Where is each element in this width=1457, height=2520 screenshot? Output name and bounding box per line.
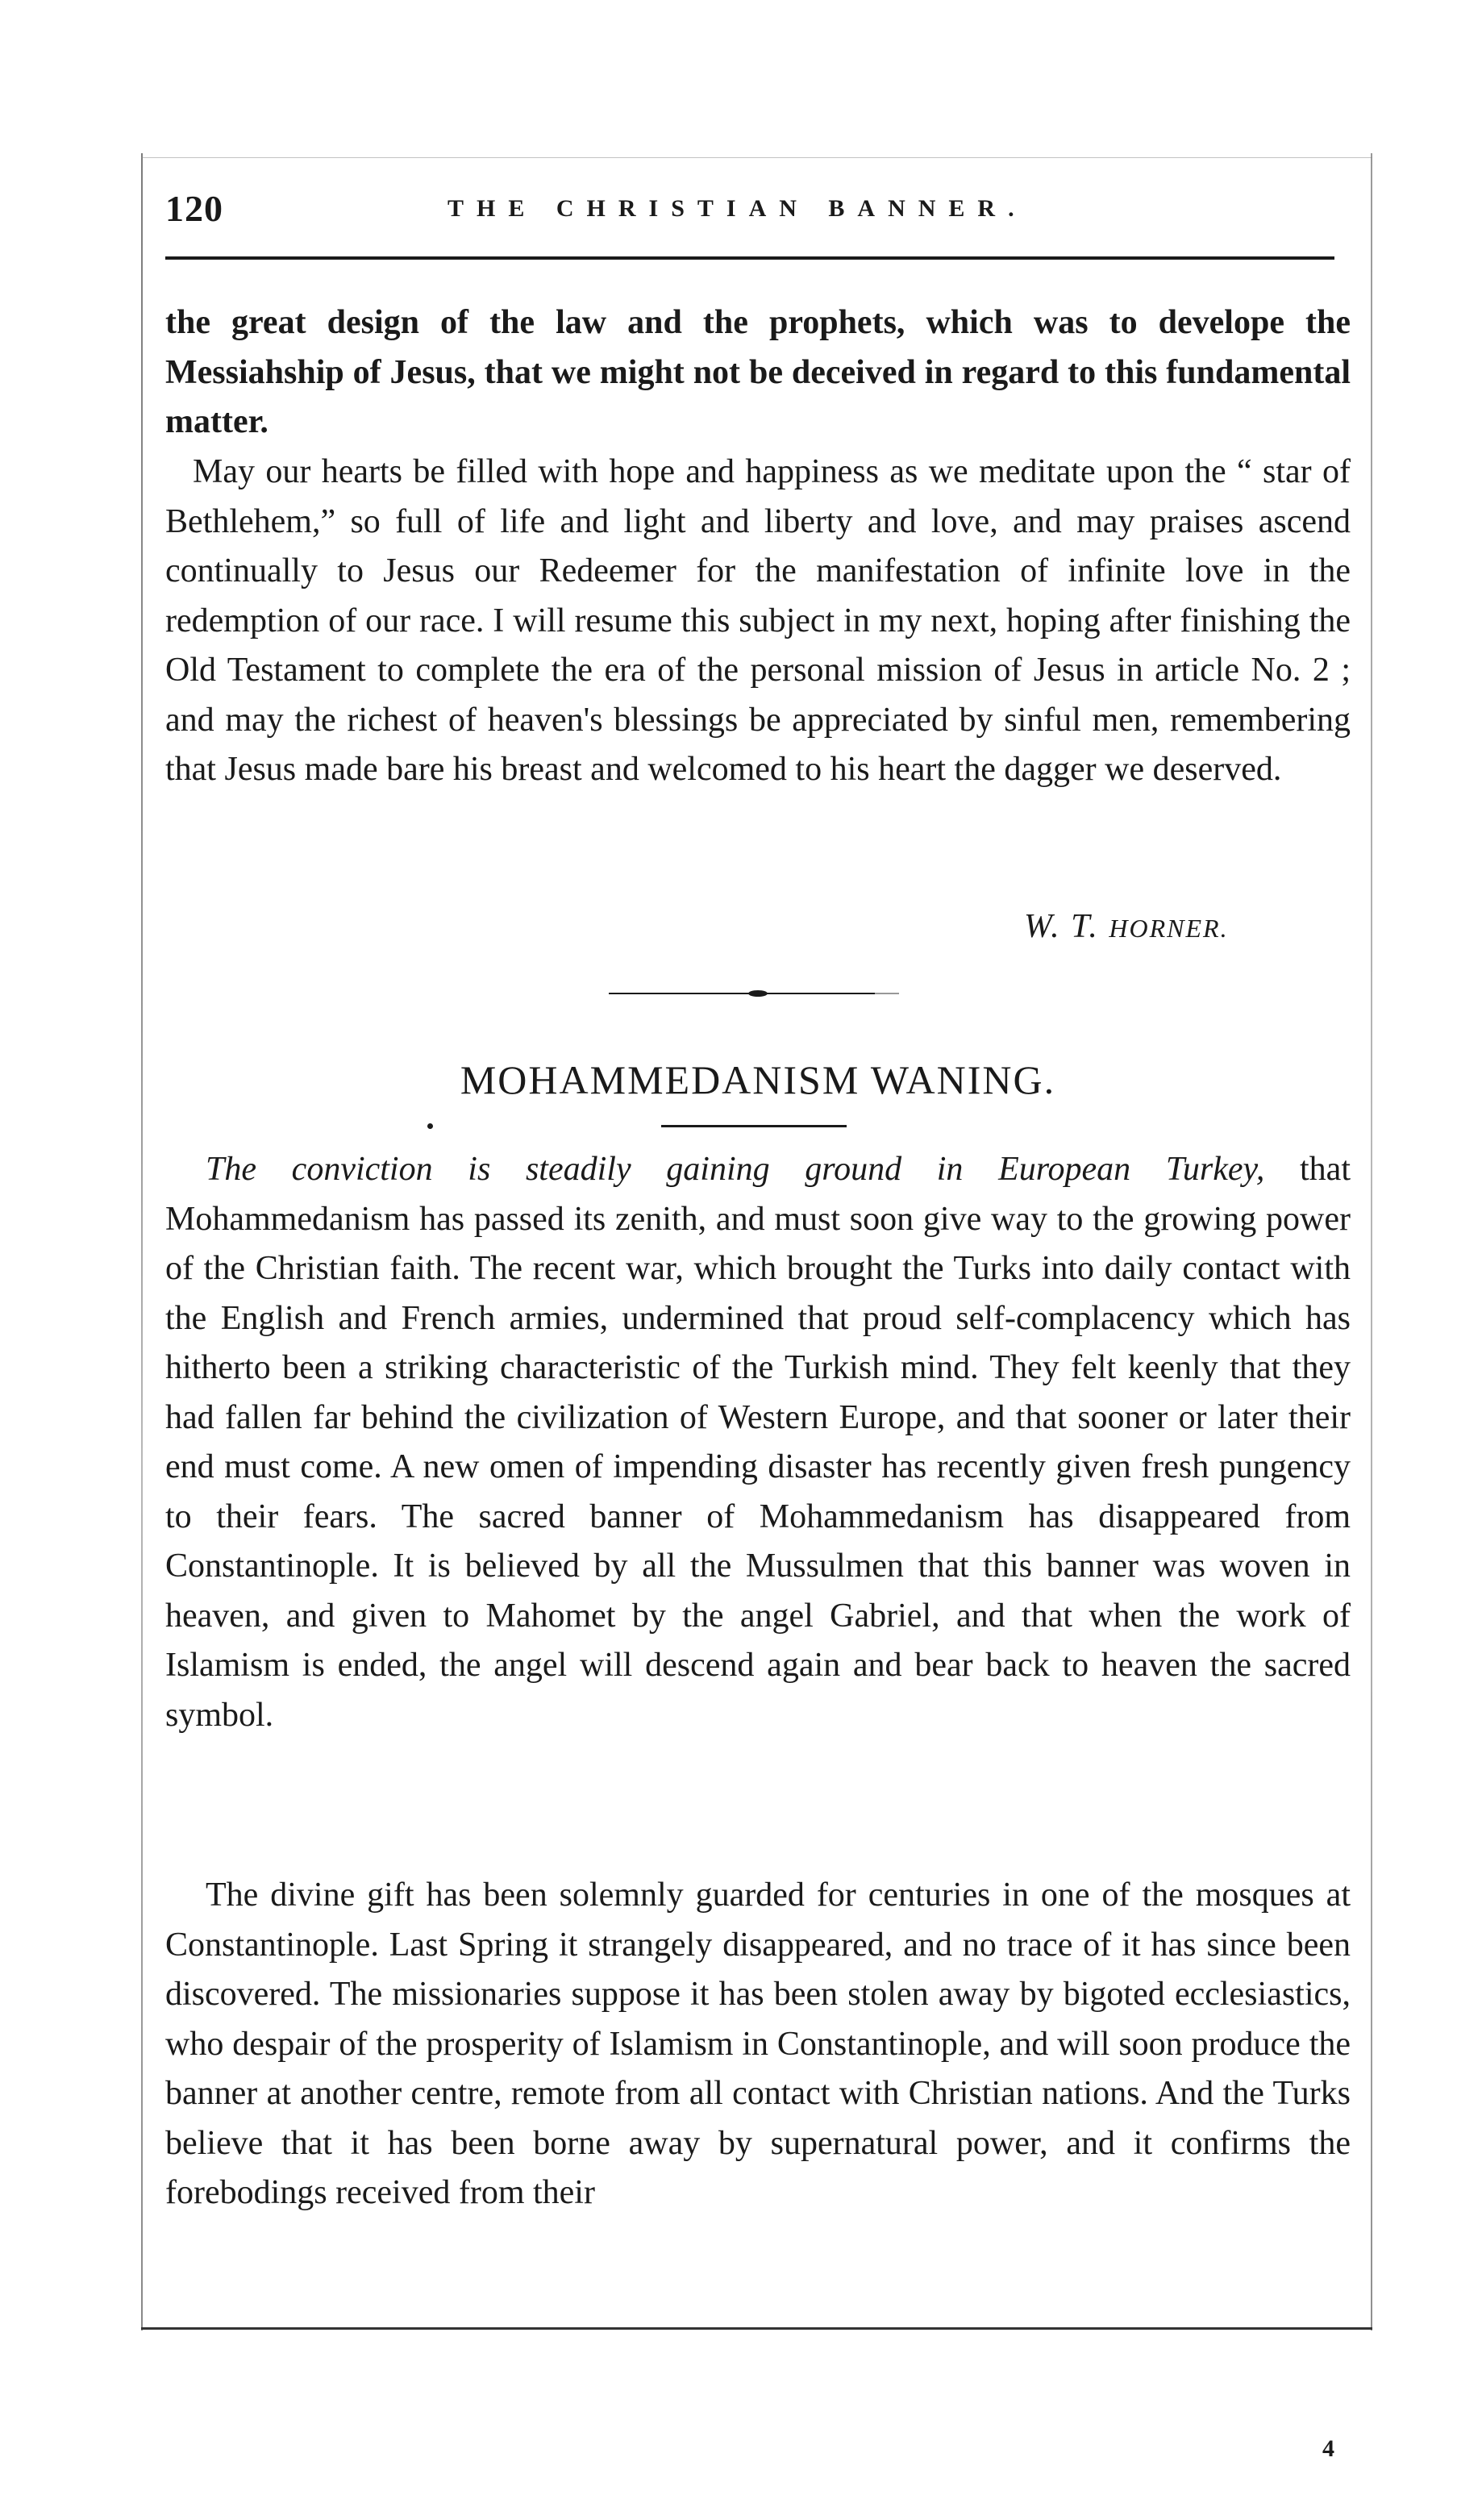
page-bottom-rule (141, 2327, 1372, 2330)
article-paragraph-1-italic: The conviction is steadily gaining ground in European Turkey, (206, 1151, 1265, 1188)
closing-paragraph: May our hearts be filled with hope and happiness as we meditate upon the “ star of Bethlehem,” so full of life and light and liberty and love, and may praises ascend continually to Jesus our Redeemer for the manifestation of infinite love in the redemption of our race. I will resume this subject in my next, hoping after finishing the Old Testament to complete the era of the personal mission of Jesus in article No. 2 ; and may the richest of heaven's blessings be appreciated by sinful men, remembering that Jesus made bare his breast and welcomed to his heart the dagger we deserved. (165, 453, 1351, 788)
title-dot (427, 1123, 433, 1129)
page-edge-left (141, 153, 143, 2330)
signature-initials: W. T. (1024, 908, 1109, 945)
running-head: THE CHRISTIAN BANNER. (448, 195, 1027, 222)
signature-mark: 4 (1322, 2435, 1334, 2462)
continued-paragraph: the great design of the law and the prophets, which was to develope the Messiahship of Jesus, that we might not be deceived in regard to this fundamental matter. (165, 304, 1351, 440)
page-number: 120 (165, 188, 223, 229)
author-signature (1024, 907, 1229, 946)
header-rule (165, 256, 1334, 260)
page-header (165, 187, 1351, 244)
title-rule (661, 1125, 847, 1127)
signature-surname: HORNER. (1109, 914, 1229, 943)
section-divider-ornament (609, 989, 899, 998)
page-edge-top (141, 157, 1372, 158)
article-paragraph-2: The divine gift has been solemnly guarded for centuries in one of the mosques at Constantinople. Last Spring it strangely disappeared, and no trace of it has since been discovered. The missionaries suppose it has been stolen away by bigoted ecclesiastics, who despair of the prosperity of Islamism in Constantinople, and will soon produce the banner at another centre, remote from all contact with Christian nations. And the Turks believe that it has been borne away by supernatural power, and it confirms the forebodings received from their (165, 1876, 1351, 2211)
article-title: MOHAMMEDANISM WANING. (460, 1057, 1056, 1102)
page-edge-right (1371, 153, 1372, 2330)
article-paragraph-1 (165, 1145, 1351, 1740)
article-paragraph-1-text: that Mohammedanism has passed its zenith, and must soon give way to the growing power of the Christian faith. The recent war, which brought the Turks into daily contact with the English and French armies, undermined that proud self-complacency which has hitherto been a striking characteristic of the Turkish mind. They felt keenly that they had fallen far behind the civilization of Western Europe, and that sooner or later their end must come. A new omen of impending disaster has recently given fresh pungency to their fears. The sacred banner of Mohammedanism has disappeared from Constantinople. It is believed by all the Mussulmen that this banner was woven in heaven, and given to Mahomet by the angel Gabriel, and that when the work of Islamism is ended, the angel will descend again and bear back to heaven the sacred symbol. (165, 1151, 1351, 1734)
